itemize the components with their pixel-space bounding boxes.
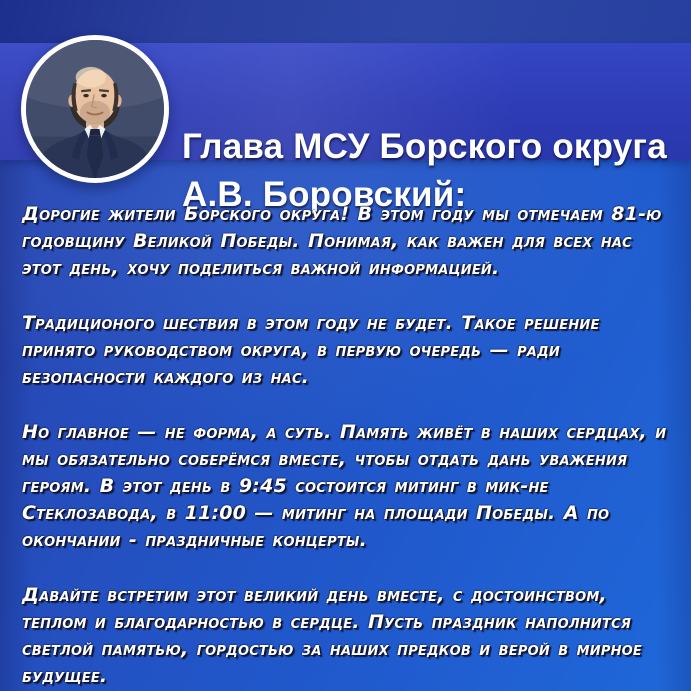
body-paragraph: Дорогие жители Борского округа! В этом году мы отмечаем 81-ю годовщину Великой Победы. Понимая, как важен для всех нас этот день, хочу поделиться важной информацией. bbox=[22, 203, 662, 279]
body-paragraph: Давайте встретим этот великий день вместе, с достоинством, теплом и благодарностью в сердце. Пусть праздник наполнится светлой памятью, гордостью за наших предков и верой в мирное будущее. bbox=[22, 584, 643, 687]
title-line-1: Глава МСУ Борского округа bbox=[182, 127, 667, 167]
body-paragraph: Традиционого шествия в этом году не будет. Такое решение принято руководством округа, в первую очередь — ради безопасности каждого из нас. bbox=[22, 312, 600, 388]
portrait-photo-icon bbox=[26, 40, 164, 178]
announcement-text bbox=[22, 201, 667, 691]
title-line-2: А.В. Боровский: bbox=[182, 175, 467, 215]
avatar bbox=[21, 35, 169, 183]
body-paragraph: Но главное — не форма, а суть. Память живёт в наших сердцах, и мы обязательно соберёмся вместе, чтобы отдать дань уважения героям. В этот день в 9:45 состоится митинг в мик-не Стеклозавода, в 11:00 — митинг на площади Победы. А по окончании - праздничные концерты. bbox=[22, 421, 667, 551]
